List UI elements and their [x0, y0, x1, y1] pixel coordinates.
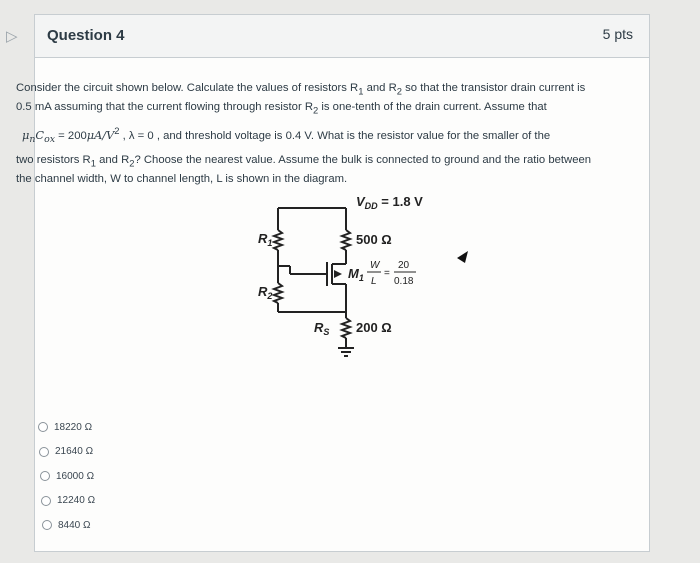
question-header: [35, 15, 649, 58]
answer-option-label: 18220 Ω: [54, 421, 93, 433]
answer-option-5[interactable]: [42, 515, 95, 535]
question-points: 5 pts: [602, 26, 633, 42]
question-text: [16, 80, 596, 187]
r1-label: $R_1$: [258, 231, 273, 248]
ratio-equals: =: [384, 268, 390, 279]
answer-option-label: 12240 Ω: [57, 495, 96, 506]
l-label: L: [371, 276, 377, 287]
vdd-label: $V_{DD} = 1.8$ V: [356, 194, 423, 211]
question-line-2: 0.5 mA assuming that the current flowing through resistor $R_2$ is one-tenth of the drain current. Assume that: [16, 101, 547, 116]
r2-label: $R_2$: [258, 284, 273, 301]
answer-option-1[interactable]: [38, 417, 95, 437]
mouse-cursor-icon: [456, 250, 470, 268]
question-formula-line: $\mu_nC_{ox} = 200\mu A/V^2$ , λ = 0 , and threshold voltage is 0.4 V. What is the resistor value for the smaller of the: [22, 124, 551, 145]
radio-button[interactable]: [38, 422, 48, 432]
m1-label: $M_1$: [348, 266, 364, 283]
w-label: W: [370, 260, 380, 271]
rs-label: $R_S$: [314, 320, 330, 337]
answer-options: [38, 417, 95, 540]
circuit-diagram: [224, 190, 484, 370]
l-value: 0.18: [394, 276, 414, 287]
answer-option-label: 8440 Ω: [58, 519, 91, 531]
answer-option-label: 16000 Ω: [56, 470, 95, 482]
w-value: 20: [398, 260, 410, 271]
radio-button[interactable]: [41, 496, 51, 506]
answer-option-4[interactable]: [41, 491, 95, 511]
source-arrow-icon: [334, 270, 342, 278]
question-title: Question 4: [47, 27, 125, 44]
answer-option-3[interactable]: [40, 466, 95, 486]
radio-button[interactable]: [40, 471, 50, 481]
bookmark-flag-icon[interactable]: ▷: [6, 28, 18, 45]
rs-value: 200 Ω: [356, 320, 392, 335]
answer-option-2[interactable]: [39, 442, 95, 462]
question-line-4: two resistors $R_1$ and $R_2$? Choose the nearest value. Assume the bulk is connected to ground and the ratio between: [16, 153, 592, 168]
radio-button[interactable]: [42, 520, 52, 530]
rd-label: 500 Ω: [356, 232, 392, 247]
answer-option-label: 21640 Ω: [55, 446, 94, 457]
radio-button[interactable]: [39, 447, 49, 457]
question-line-5: the channel width, W to channel length, L is shown in the diagram.: [16, 172, 348, 185]
question-line-1: Consider the circuit shown below. Calculate the values of resistors $R_1$ and $R_2$ so that the transistor drain current is: [16, 82, 586, 97]
